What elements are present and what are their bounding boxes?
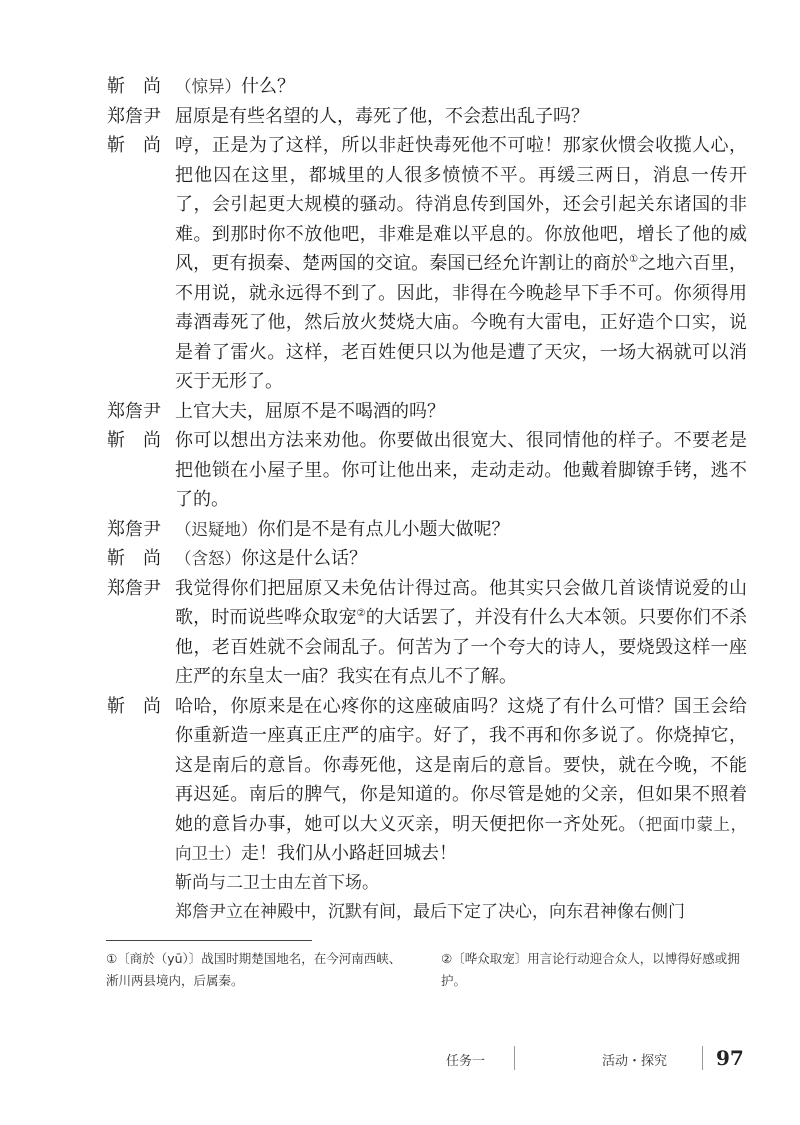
speech-text: 屈原是有些名望的人，毒死了他，不会惹出乱子吗？ [175,105,589,127]
speech-text: （含怒）你这是什么话？ [175,548,367,569]
speech-text: 上官大夫，屈原不是不喝酒的吗？ [175,400,445,422]
speech-text: 我觉得你们把屈原又未免估计得过高。他其实只会做几首谈情说爱的山歌，时而说些哗众取宠②的大话罢了，并没有什么大本领。只要你们不杀他，老百姓就不会闹乱子。何苦为了一个夸大的诗人，要烧毁这样一座庄严的东皇太一庙？我实在有点儿不了解。 [175,577,748,687]
footer-divider [514,1046,515,1070]
dialogue-line [107,426,747,515]
footnote-1: ①〔商於（yū）〕战国时期楚国地名，在今河南西峡、淅川两县境内，后属秦。 [106,951,402,988]
page-number: 97 [716,1046,744,1070]
speaker-name: 郑詹尹 [107,518,161,540]
speaker-name: 靳 尚 [107,430,161,451]
footer-section-label: 活动・探究 [602,1054,668,1069]
dialogue-line [107,692,747,869]
footnote-divider [106,940,312,941]
stage-direction: （迟疑地） [175,519,258,539]
speech-text: 你可以想出方法来劝他。你要做出很宽大、很同情他的样子。不要老是把他锁在小屋子里。你可让他出来，走动走动。他戴着脚镣手铐，逃不了的。 [175,430,747,510]
speaker-name: 郑詹尹 [107,105,161,127]
speech-text: 哈哈，你原来是在心疼你的这座破庙吗？这烧了有什么可惜？国王会给你重新造一座真正庄严的庙宇。好了，我不再和你多说了。你烧掉它，这是南后的意旨。你毒死他，这是南后的意旨。要快，就在今晚，不能再迟延。南后的脾气，你是知道的。你尽管是她的父亲，但如果不照着她的意旨办事，她可以大义灭亲，明天便把你一齐处死。（把面巾蒙上，向卫士）走！我们从小路赶回城去！ [175,695,748,864]
speech-text: 哼，正是为了这样，所以非赶快毒死他不可啦！那家伙惯会收揽人心，把他囚在这里，都城里的人很多愤愤不平。再缓三两日，消息一传开了，会引起更大规模的骚动。待消息传到国外，还会引起关东诸国的非难。到那时你不放他吧，非难是难以平息的。你放他吧，增长了他的威风，更有损秦、楚两国的交谊。秦国已经允许割让的商於①之地六百里，不用说，就永远得不到了。因此，非得在今晚趁早下手不可。你须得用毒酒毒死了他，然后放火焚烧大庙。今晚有大雷电，正好造个口实，说是着了雷火。这样，老百姓便只以为他是遭了天灾，一场大祸就可以消灭于无形了。 [175,135,748,392]
stage-direction: （把面巾蒙上，向卫士） [175,814,748,863]
speaker-name: 靳 尚 [107,76,161,97]
speaker-name: 郑詹尹 [107,577,161,599]
stage-direction: （含怒） [175,549,241,568]
speaker-name: 靳 尚 [107,695,161,717]
stage-direction-exit: 靳尚与二卫士由左首下场。 [175,872,379,893]
dialogue-line [107,397,747,427]
dialogue-line [107,574,747,692]
speech-text: （迟疑地）你们是不是有点儿小题大做呢？ [175,518,510,540]
dialogue-line [107,131,747,397]
speaker-name: 郑詹尹 [107,400,161,422]
dialogue-line [107,515,747,545]
footnote-2: ②〔哗众取宠〕用言论行动迎合众人，以博得好感或拥护。 [441,951,740,988]
dialogue-line [107,544,747,574]
speech-text: （惊异）什么？ [175,76,295,97]
footer-task-label: 任务一 [446,1054,486,1069]
dialogue-line [107,72,747,102]
play-script [107,72,747,928]
stage-direction: （惊异） [175,77,241,96]
footnote-marker: ① [629,254,639,265]
footnotes [106,948,746,992]
stage-direction-scene: 郑詹尹立在神殿中，沉默有间，最后下定了决心，向东君神像右侧门 [175,902,685,922]
footnote-marker: ② [356,608,366,619]
dialogue-line [107,102,747,132]
speaker-name: 靳 尚 [107,135,161,156]
page-footer [0,1046,800,1076]
speaker-name: 靳 尚 [107,548,161,569]
footer-divider [702,1046,703,1070]
